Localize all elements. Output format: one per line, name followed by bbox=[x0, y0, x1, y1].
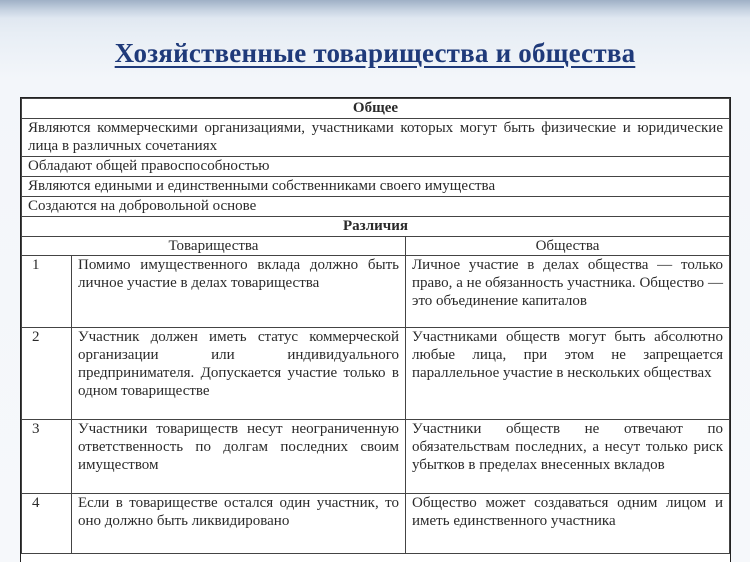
comparison-table-image bbox=[20, 97, 731, 562]
common-row-text: Являются коммерческими организациями, участниками которых могут быть физические и юридические лица в различных сочетаниях bbox=[22, 119, 730, 157]
common-header-row bbox=[22, 99, 730, 119]
common-row bbox=[22, 177, 730, 197]
row-number: 2 bbox=[22, 328, 72, 420]
companies-cell: Личное участие в делах общества — только право, а не обязанность участника. Общество — это объединение капиталов bbox=[406, 256, 730, 328]
common-row bbox=[22, 157, 730, 177]
column-header-partnerships: Товарищества bbox=[22, 237, 406, 256]
diff-row bbox=[22, 420, 730, 494]
slide-title: Хозяйственные товарищества и общества bbox=[114, 38, 636, 68]
partnerships-cell: Помимо имущественного вклада должно быть личное участие в делах товарищества bbox=[72, 256, 406, 328]
common-row bbox=[22, 119, 730, 157]
partnerships-cell: Если в товариществе остался один участник, то оно должно быть ликвидировано bbox=[72, 494, 406, 554]
comparison-table bbox=[21, 98, 730, 554]
row-number: 1 bbox=[22, 256, 72, 328]
common-row-text: Являются едиными и единственными собственниками своего имущества bbox=[22, 177, 730, 197]
common-row-text: Обладают общей правоспособностью bbox=[22, 157, 730, 177]
common-header: Общее bbox=[22, 99, 730, 119]
diff-row bbox=[22, 328, 730, 420]
column-header-companies: Общества bbox=[406, 237, 730, 256]
diff-row bbox=[22, 494, 730, 554]
companies-cell: Участниками обществ могут быть абсолютно любые лица, при этом не запрещается параллельное участие в нескольких обществах bbox=[406, 328, 730, 420]
common-row-text: Создаются на добровольной основе bbox=[22, 197, 730, 217]
partnerships-cell: Участник должен иметь статус коммерческой организации или индивидуального предпринимателя. Допускается участие только в одном товариществе bbox=[72, 328, 406, 420]
slide-top-band bbox=[0, 0, 750, 18]
common-row bbox=[22, 197, 730, 217]
row-number: 4 bbox=[22, 494, 72, 554]
diff-header-row bbox=[22, 217, 730, 237]
companies-cell: Общество может создаваться одним лицом и иметь единственного участника bbox=[406, 494, 730, 554]
partnerships-cell: Участники товариществ несут неограниченную ответственность по долгам последних своим имуществом bbox=[72, 420, 406, 494]
companies-cell: Участники обществ не отвечают по обязательствам последних, а несут только риск убытков в пределах внесенных вкладов bbox=[406, 420, 730, 494]
row-number: 3 bbox=[22, 420, 72, 494]
column-header-row bbox=[22, 237, 730, 256]
diff-header: Различия bbox=[22, 217, 730, 237]
diff-row bbox=[22, 256, 730, 328]
